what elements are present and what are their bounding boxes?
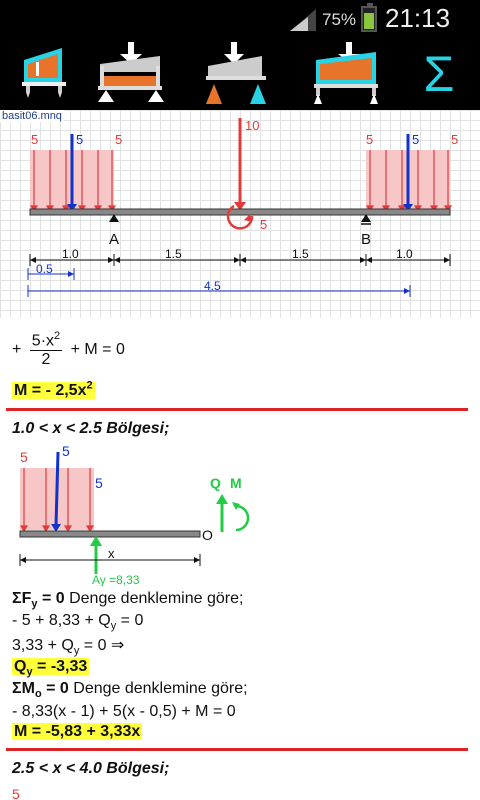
mo-equation-1: - 8,33(x - 1) + 5(x - 0,5) + M = 0 [12,703,236,720]
free-body-diagram [10,444,270,586]
dim-small-label: 0.5 [36,262,53,276]
right-load-start-label: 5 [366,132,374,147]
fbd-load-end-label: 5 [95,475,103,491]
beam-diagram-svg [0,110,480,318]
overhang-beam-icon[interactable] [308,38,384,110]
scroll-cutoff-text [12,318,312,322]
dim-3-label: 1.5 [292,247,309,261]
right-load-mid-label: 5 [412,132,420,147]
fy-equation-1: - $5 + 8,33 + Q_y = 0$ [12,612,144,633]
status-bar [0,0,480,38]
dim-4-label: 1.0 [396,247,413,261]
equation-1: + $\frac{5\cdot x^2}{2}$ + M = 0 [12,330,125,369]
signal-icon [290,9,316,31]
support-b-label: B [361,231,372,248]
battery-percent: 75% [322,10,357,29]
moment-label: 5 [260,217,268,232]
fbd-q-label: Q [210,475,221,491]
sigma-icon[interactable]: Σ [423,46,455,102]
sum-mo-line: $\Sigma M_o = 0$ Denge denklemine göre; [12,680,248,701]
clock: 21:13 [385,3,451,33]
dim-large-label: 4.5 [204,279,221,293]
fbd-load-mid-label: 5 [62,444,70,459]
fbd-origin-label: O [202,527,213,543]
separator-2 [6,748,468,751]
support-a-label: A [109,231,120,248]
left-load-end-label: 5 [115,132,123,147]
center-load-label: 10 [245,118,260,133]
battery-icon [361,6,377,32]
separator-1 [6,408,468,411]
region-2-title: 1.0 < x < 2.5 Bölgesi; [12,420,170,437]
fbd-ay-label: Ay =8,33 [92,573,140,586]
fy-equation-2: $3,33 + Q_y = 0$ ⇒ [12,637,125,658]
beam-diagram[interactable] [0,110,480,318]
sum-fy-line: $\Sigma F_y = 0$ Denge denklemine göre; [12,590,244,611]
region-3-load-label: 5 [12,786,20,800]
result-1: M = - $2,5x^2$ [14,380,93,400]
right-load-end-label: 5 [451,132,459,147]
dim-2-label: 1.5 [165,247,182,261]
cantilever-beam-icon[interactable] [14,38,84,110]
fbd-m-label: M [230,475,242,491]
filename-label[interactable]: basit06.mnq [2,110,62,122]
beam [30,209,450,215]
result-2: M = -5,83 + 3,33x [14,723,141,740]
dim-1-label: 1.0 [62,247,79,261]
region-3-title: 2.5 < x < 4.0 Bölgesi; [12,760,170,777]
left-load-mid-label: 5 [76,132,84,147]
equation-1-fraction: $\frac{5\cdot x^2}{2}$ [31,330,61,369]
simple-beam-load-icon[interactable] [202,38,272,110]
solution-panel[interactable] [0,318,480,800]
left-load-start-label: 5 [31,132,39,147]
toolbar [0,38,480,110]
fbd-load-start-label: 5 [20,449,28,465]
simple-beam-icon[interactable] [94,38,168,110]
fbd-x-label: x [108,546,115,561]
qy-result: $Q_y = -3,33$ [14,658,88,679]
